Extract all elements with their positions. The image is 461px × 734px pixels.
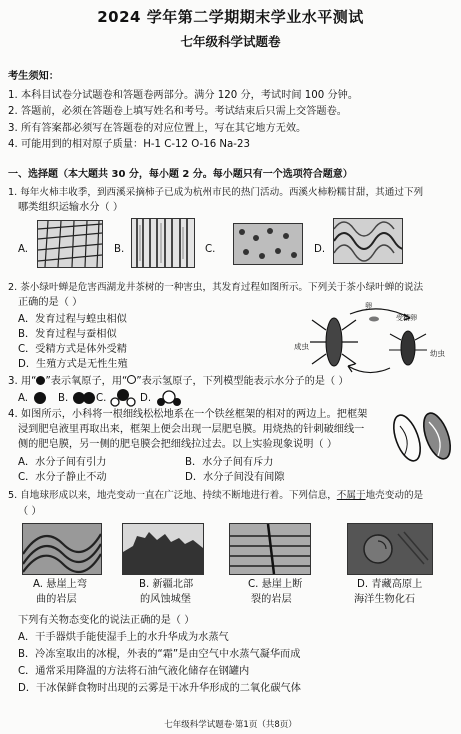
q3-model-b: [72, 391, 96, 405]
q3-model-a: [33, 391, 47, 405]
q5-caption-b-line2: 的风蚀城堡: [140, 594, 191, 605]
q1-tissue-image-c: [233, 223, 303, 265]
exam-subtitle: 七年级科学试题卷: [180, 34, 281, 49]
q5-stem-line2: （ ）: [18, 506, 42, 517]
q6-option-a: A．干手器烘手能使湿手上的水升华成为水蒸气: [18, 632, 229, 643]
notice-item-3: 3. 所有答案都必须写在答题卷的对应位置上，写在其它地方无效。: [8, 123, 307, 134]
notice-item-1: 1. 本科目试卷分试题卷和答题卷两部分。满分 120 分，考试时间 100 分钟。: [8, 90, 359, 101]
notice-item-2: 2. 答题前，必须在答题卷上填写姓名和考号。考试结束后只需上交答题卷。: [8, 106, 347, 117]
q1-stem-line1: 1. 每年火柿丰收季，到西溪采摘柿子已成为杭州市民的热门活动。西溪火柿粉糯甘甜，其通过下列: [8, 187, 424, 198]
q5-caption-a-line1: A. 悬崖上弯: [33, 579, 88, 590]
soap-film-frame-diagram: [390, 404, 456, 468]
q5-caption-c-line1: C. 悬崖上断: [248, 579, 303, 590]
q3-model-c: [110, 388, 136, 408]
q4-stem-line2: 浸到肥皂液里再取出来，框架上便会出现一层肥皂膜。用烧热的针刺破细线一: [18, 424, 365, 435]
q4-option-b: B．水分子间有斥力: [185, 457, 274, 468]
q4-option-a: A．水分子间有引力: [18, 457, 107, 468]
label-egg: 卵: [365, 302, 372, 310]
label-adult: 成虫: [294, 342, 309, 351]
q1-option-d-label: D.: [314, 244, 326, 255]
q5-photo-d: [347, 523, 433, 575]
exam-title: 2024 学年第二学期期末学业水平测试: [97, 8, 364, 26]
q4-stem-line1: 4. 如图所示，小科将一根细线松松地系在一个铁丝框架的相对的两边上。把框架: [8, 409, 368, 420]
q6-option-c: C．通常采用降温的方法将石油气液化储存在钢罐内: [18, 666, 250, 677]
q1-stem-line2: 哪类组织运输水分（ ）: [18, 202, 124, 213]
leafhopper-lifecycle-diagram: [290, 300, 450, 378]
q3-stem-part-a: 3. 用“: [8, 376, 37, 387]
q3-model-d: [156, 388, 182, 408]
q3-stem-part-c: ”表示氢原子，下列模型能表示水分子的是（ ）: [136, 376, 349, 387]
q1-option-a-label: A.: [18, 244, 29, 255]
q5-photo-c: [229, 523, 311, 575]
q1-option-c-label: C.: [205, 244, 216, 255]
q3-option-a-label: A.: [18, 393, 29, 404]
q4-option-c: C．水分子静止不动: [18, 472, 107, 483]
hydrogen-atom-symbol: [127, 375, 136, 384]
q5-caption-c-line2: 裂的岩层: [251, 594, 292, 605]
q3-stem: [8, 375, 349, 388]
notice-item-4: 4. 可能用到的相对原子质量：H-1 C-12 O-16 Na-23: [8, 139, 250, 150]
q2-option-c: C．受精方式是体外受精: [18, 344, 127, 355]
q3-option-b-label: B.: [58, 393, 69, 404]
label-nymph: 幼虫: [430, 349, 445, 358]
q2-stem-line2: 正确的是（ ）: [18, 297, 83, 308]
q4-stem-line3: 侧的肥皂膜，另一侧的肥皂膜会把细线拉过去。以上实验现象说明（ ）: [18, 439, 338, 450]
q5-stem-line1: [8, 489, 423, 502]
page-footer: 七年级科学试题卷·第1页（共8页）: [164, 720, 297, 730]
q2-option-b: B．发育过程与蚕相似: [18, 329, 117, 340]
q1-tissue-image-a: [37, 220, 103, 268]
q6-option-b: B．冷冻室取出的冰棍，外表的“霜”是由空气中水蒸气凝华而成: [18, 649, 301, 660]
q5-photo-b: [122, 523, 204, 575]
q5-stem-emphasis: 不属于: [336, 490, 366, 501]
q6-option-d: D．干冰保鲜食物时出现的云雾是干冰升华形成的二氧化碳气体: [18, 683, 301, 694]
q2-option-a: A．发育过程与蝗虫相似: [18, 314, 127, 325]
q3-stem-part-b: ”表示氧原子，用“: [45, 376, 128, 387]
q1-option-b-label: B.: [114, 244, 125, 255]
label-fertilized-egg: 受精卵: [396, 314, 417, 322]
q5-caption-a-line2: 曲的岩层: [36, 594, 77, 605]
section-heading: 一、选择题（本大题共 30 分，每小题 2 分。每小题只有一个选项符合题意）: [8, 169, 353, 180]
q5-stem-part-c: 地壳变动的是: [365, 490, 424, 501]
q5-caption-d-line2: 海洋生物化石: [354, 594, 416, 605]
q4-option-d: D．水分子间没有间隙: [185, 472, 285, 483]
q5-caption-d-line1: D. 青藏高原上: [357, 579, 423, 590]
q5-caption-b-line1: B. 新疆北部: [139, 579, 194, 590]
q1-tissue-image-b: [131, 218, 195, 268]
q2-option-d: D．生殖方式是无性生殖: [18, 359, 128, 370]
q1-tissue-image-d: [333, 218, 403, 264]
q6-stem: 下列有关物态变化的说法正确的是（ ）: [18, 615, 195, 626]
q5-photo-a: [22, 523, 102, 575]
q2-stem-line1: 2. 茶小绿叶蝉是危害西湖龙井茶树的一种害虫，其发育过程如图所示。下列关于茶小绿叶蝉的说法: [8, 282, 424, 293]
q3-option-c-label: C.: [96, 393, 107, 404]
notice-heading: 考生须知：: [8, 71, 59, 82]
q3-option-d-label: D.: [140, 393, 152, 404]
q5-stem-part-a: 5. 自地球形成以来，地壳变动一直在广泛地、持续不断地进行着。下列信息，: [8, 490, 337, 501]
